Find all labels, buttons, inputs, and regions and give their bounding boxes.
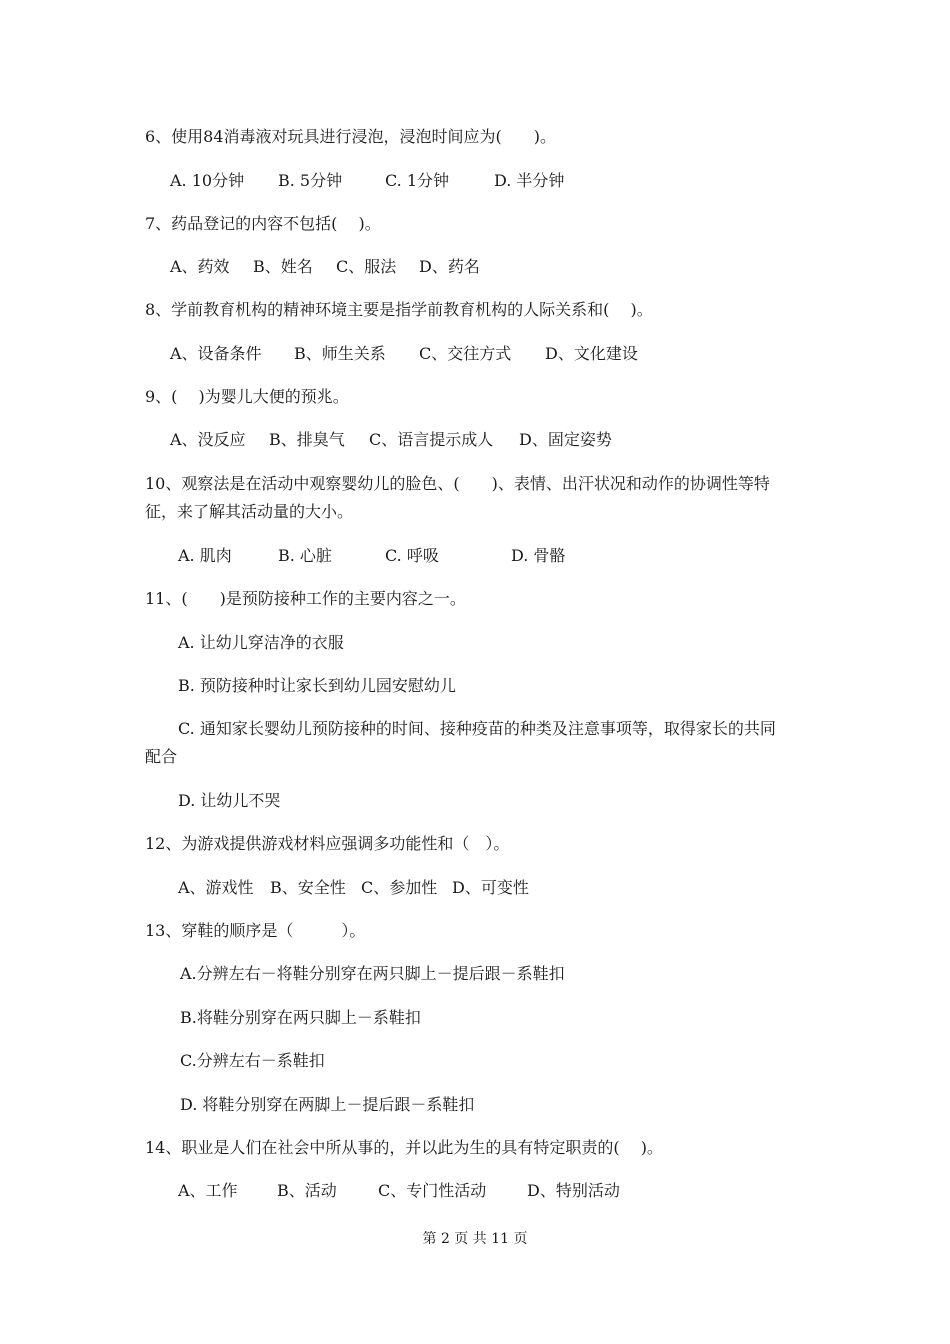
page-footer: 第 2 页 共 11 页 <box>422 1231 528 1247</box>
question-13-stem: 13、穿鞋的顺序是（ ）。 <box>145 921 366 940</box>
question-11-stem: 11、( )是预防接种工作的主要内容之一。 <box>145 589 466 608</box>
question-13-option-a: A.分辨左右－将鞋分别穿在两只脚上－提后跟－系鞋扣 <box>180 964 565 983</box>
question-13-option-b: B.将鞋分别穿在两只脚上－系鞋扣 <box>180 1008 421 1027</box>
question-12-stem: 12、为游戏提供游戏材料应强调多功能性和（ ）。 <box>145 834 510 853</box>
question-10-option-d: D. 骨骼 <box>511 546 566 565</box>
question-11-option-a: A. 让幼儿穿洁净的衣服 <box>178 633 344 652</box>
question-11-option-b: B. 预防接种时让家长到幼儿园安慰幼儿 <box>178 676 456 695</box>
question-7-option-c: C、服法 <box>336 257 397 276</box>
question-14-option-b: B、活动 <box>277 1181 337 1200</box>
question-6-stem: 6、使用84消毒液对玩具进行浸泡，浸泡时间应为( )。 <box>145 127 557 146</box>
question-14-option-c: C、专门性活动 <box>378 1181 487 1200</box>
question-6-option-a: A. 10分钟 <box>170 171 245 190</box>
question-7-option-d: D、药名 <box>419 257 480 276</box>
question-7-option-a: A、药效 <box>170 257 230 276</box>
question-11-option-c-line1: C. 通知家长婴幼儿预防接种的时间、接种疫苗的种类及注意事项等，取得家长的共同 <box>178 719 776 738</box>
question-9-option-b: B、排臭气 <box>269 430 345 449</box>
question-12-option-b: B、安全性 <box>270 878 346 897</box>
question-10-stem-line1: 10、观察法是在活动中观察婴幼儿的脸色、( )、表情、出汗状况和动作的协调性等特 <box>145 474 770 493</box>
question-6-option-b: B. 5分钟 <box>278 171 343 190</box>
question-10-option-c: C. 呼吸 <box>385 546 439 565</box>
question-8-option-c: C、交往方式 <box>419 344 512 363</box>
question-6-option-d: D. 半分钟 <box>494 171 565 190</box>
question-10-stem-line2: 征，来了解其活动量的大小。 <box>145 502 354 521</box>
question-11-option-d: D. 让幼儿不哭 <box>178 791 281 810</box>
question-12-option-a: A、游戏性 <box>178 878 254 897</box>
question-8-option-b: B、师生关系 <box>294 344 386 363</box>
question-14-option-a: A、工作 <box>178 1181 238 1200</box>
question-8-stem: 8、学前教育机构的精神环境主要是指学前教育机构的人际关系和( )。 <box>145 300 653 319</box>
question-12-option-c: C、参加性 <box>361 878 438 897</box>
question-7-stem: 7、药品登记的内容不包括( )。 <box>145 214 381 233</box>
question-12-option-d: D、可变性 <box>452 878 529 897</box>
question-9-option-a: A、没反应 <box>170 430 246 449</box>
question-13-option-c: C.分辨左右－系鞋扣 <box>180 1051 325 1070</box>
question-7-option-b: B、姓名 <box>253 257 313 276</box>
question-8-option-d: D、文化建设 <box>545 344 638 363</box>
question-9-option-d: D、固定姿势 <box>519 430 612 449</box>
question-14-stem: 14、职业是人们在社会中所从事的，并以此为生的具有特定职责的( )。 <box>145 1138 663 1157</box>
question-9-stem: 9、( )为婴儿大便的预兆。 <box>145 387 349 406</box>
question-14-option-d: D、特别活动 <box>527 1181 620 1200</box>
question-6-option-c: C. 1分钟 <box>385 171 450 190</box>
question-9-option-c: C、语言提示成人 <box>369 430 494 449</box>
question-11-option-c-line2: 配合 <box>145 747 178 766</box>
question-13-option-d: D. 将鞋分别穿在两脚上－提后跟－系鞋扣 <box>180 1095 475 1114</box>
question-10-option-a: A. 肌肉 <box>178 546 232 565</box>
question-10-option-b: B. 心脏 <box>278 546 332 565</box>
question-8-option-a: A、设备条件 <box>170 344 262 363</box>
